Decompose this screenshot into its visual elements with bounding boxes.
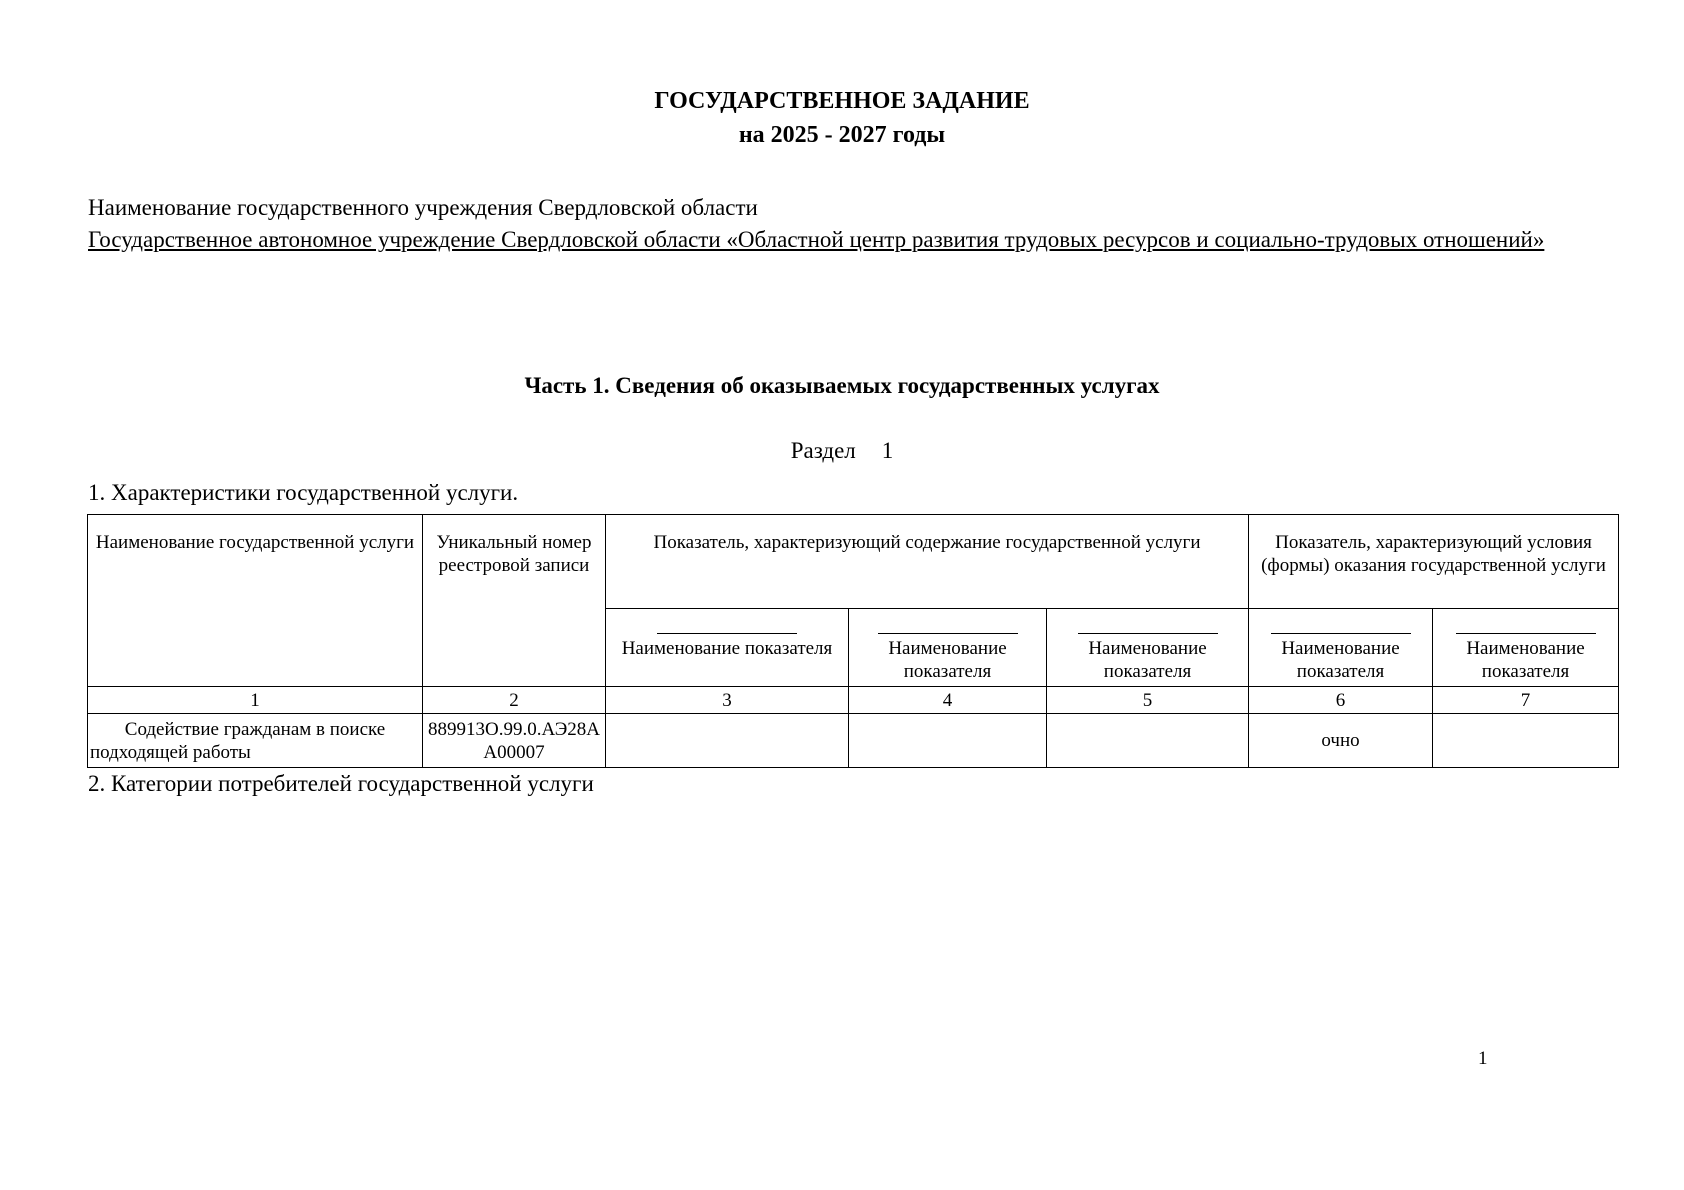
cell-indicator-5 <box>1047 714 1249 768</box>
header-content-indicator-group: Показатель, характеризующий содержание государственной услуги <box>606 515 1249 609</box>
table-row <box>88 714 1619 768</box>
cell-indicator-6: очно <box>1249 714 1433 768</box>
column-number: 6 <box>1249 687 1433 714</box>
header-indicator-3 <box>606 609 849 687</box>
header-indicator-6 <box>1249 609 1433 687</box>
title-line-1: ГОСУДАРСТВЕННОЕ ЗАДАНИЕ <box>654 88 1030 114</box>
indicator-blank-line <box>1078 633 1218 634</box>
service-characteristics-table <box>87 514 1619 768</box>
indicator-name: Наименование показателя <box>1088 638 1207 682</box>
column-numbers-row <box>88 687 1619 714</box>
indicator-name: Наименование показателя <box>621 638 833 659</box>
header-registry-number: Уникальный номер реестровой записи <box>423 515 606 687</box>
cell-service-name: Содействие гражданам в поиске подходящей работы <box>88 714 423 768</box>
header-service-name: Наименование государственной услуги <box>88 515 423 687</box>
column-number: 7 <box>1433 687 1619 714</box>
column-number: 2 <box>423 687 606 714</box>
header-indicator-7 <box>1433 609 1619 687</box>
indicator-name: Наименование показателя <box>1466 638 1585 682</box>
column-number: 1 <box>88 687 423 714</box>
document-title <box>0 84 1684 152</box>
section-heading <box>0 436 1684 466</box>
cell-indicator-3 <box>606 714 849 768</box>
header-indicator-5 <box>1047 609 1249 687</box>
cell-indicator-7 <box>1433 714 1619 768</box>
column-number: 5 <box>1047 687 1249 714</box>
header-conditions-indicator-group: Показатель, характеризующий условия (формы) оказания государственной услуги <box>1249 515 1619 609</box>
cell-registry-number: 889913О.99.0.АЭ28АА00007 <box>423 714 606 768</box>
column-number: 3 <box>606 687 849 714</box>
header-indicator-4 <box>849 609 1047 687</box>
title-line-2: на 2025 - 2027 годы <box>738 122 946 148</box>
institution-name: Государственное автономное учреждение Свердловской области «Областной центр развития трудовых ресурсов и социально-трудовых отношений» <box>88 227 1545 252</box>
table-header-row <box>88 515 1619 609</box>
indicator-blank-line <box>878 633 1018 634</box>
cell-indicator-4 <box>849 714 1047 768</box>
institution-label: Наименование государственного учреждения Свердловской области <box>88 195 758 220</box>
section-number: 1 <box>881 438 894 463</box>
indicator-blank-line <box>657 633 797 634</box>
heading-characteristics: 1. Характеристики государственной услуги. <box>88 480 519 505</box>
indicator-name: Наименование показателя <box>1281 638 1400 682</box>
part-title: Часть 1. Сведения об оказываемых государственных услугах <box>524 373 1160 398</box>
indicator-name: Наименование показателя <box>888 638 1007 682</box>
section-label: Раздел <box>790 438 856 463</box>
heading-consumer-categories: 2. Категории потребителей государственной услуги <box>88 771 594 796</box>
column-number: 4 <box>849 687 1047 714</box>
indicator-blank-line <box>1456 633 1596 634</box>
indicator-blank-line <box>1271 633 1411 634</box>
page-number: 1 <box>1478 1048 1488 1069</box>
